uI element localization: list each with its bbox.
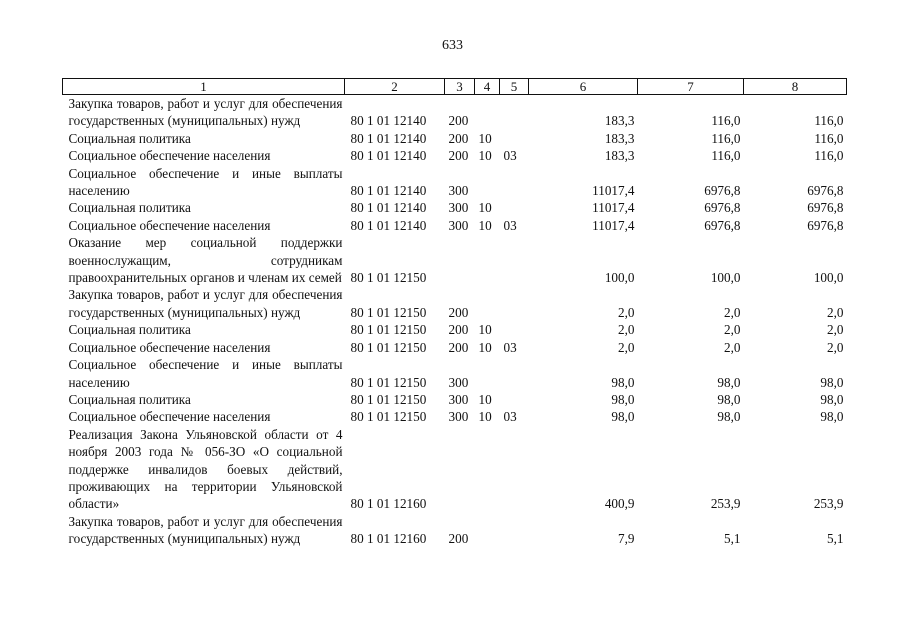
section-code: 10 (478, 200, 492, 216)
expense-type-code: 300 (448, 374, 469, 390)
expense-type-code: 300 (448, 409, 469, 425)
column-header-7: 7 (638, 79, 744, 95)
page-number: 633 (442, 38, 463, 53)
amount-column-8: 6976,8 (807, 183, 844, 199)
column-header-2: 2 (345, 79, 445, 95)
section-code: 10 (478, 148, 492, 164)
section-code (475, 426, 500, 513)
subsection-code: 03 (503, 409, 517, 425)
amount-column-8: 2,0 (827, 322, 844, 338)
expense-type-code: 300 (448, 200, 469, 216)
target-article-code: 80 1 01 12140 (350, 183, 427, 199)
amount-column-6: 98,0 (611, 391, 635, 407)
section-code: 10 (478, 391, 492, 407)
target-article-code: 80 1 01 12150 (350, 339, 427, 355)
amount-column-6: 100,0 (604, 270, 635, 286)
table-row (63, 217, 847, 234)
expense-type-code: 200 (448, 304, 469, 320)
expense-type-code: 200 (448, 339, 469, 355)
expense-type-code (445, 426, 475, 513)
table-row (63, 286, 847, 321)
expense-type-code: 200 (448, 148, 469, 164)
expense-type-code: 300 (448, 391, 469, 407)
target-article-code: 80 1 01 12140 (350, 200, 427, 216)
item-name: Реализация Закона Ульяновской области от 4 ноября 2003 года № 056-ЗО «О социальной поддержке инвалидов боевых действий, проживающих на территории Ульяновской области» (68, 426, 343, 512)
target-article-code: 80 1 01 12140 (350, 217, 427, 233)
expense-type-code: 300 (448, 183, 469, 199)
table-header (63, 79, 847, 95)
subsection-code (500, 286, 529, 321)
column-header-8: 8 (744, 79, 847, 95)
table-row (63, 321, 847, 338)
table-body (63, 95, 847, 548)
item-name: Социальное обеспечение населения (68, 217, 271, 233)
amount-column-8: 6976,8 (807, 200, 844, 216)
amount-column-6: 11017,4 (592, 200, 635, 216)
subsection-code (500, 391, 529, 408)
section-code (475, 95, 500, 130)
amount-column-7: 253,9 (710, 496, 741, 512)
item-name: Социальная политика (68, 322, 191, 338)
amount-column-6: 183,3 (604, 148, 635, 164)
section-code: 10 (478, 322, 492, 338)
amount-column-7: 98,0 (717, 409, 741, 425)
expense-type-code: 200 (448, 113, 469, 129)
item-name: Закупка товаров, работ и услуг для обеспечения государственных (муниципальных) нужд (68, 96, 343, 129)
table-row (63, 408, 847, 425)
subsection-code (500, 321, 529, 338)
column-header-4: 4 (475, 79, 500, 95)
table-row (63, 426, 847, 513)
amount-column-8: 116,0 (814, 148, 844, 164)
target-article-code: 80 1 01 12150 (350, 391, 427, 407)
table-row (63, 130, 847, 147)
amount-column-8: 2,0 (827, 304, 844, 320)
amount-column-7: 6976,8 (704, 183, 741, 199)
target-article-code: 80 1 01 12140 (350, 113, 427, 129)
amount-column-6: 2,0 (618, 339, 635, 355)
amount-column-7: 116,0 (711, 130, 741, 146)
table-row (63, 391, 847, 408)
table-row (63, 199, 847, 216)
column-header-5: 5 (500, 79, 529, 95)
expense-type-code: 200 (448, 531, 469, 547)
subsection-code (500, 426, 529, 513)
item-name: Закупка товаров, работ и услуг для обеспечения государственных (муниципальных) нужд (68, 513, 343, 547)
amount-column-8: 5,1 (827, 531, 844, 547)
item-name: Социальное обеспечение населения (68, 148, 271, 164)
amount-column-6: 98,0 (611, 374, 635, 390)
item-name: Социальное обеспечение и иные выплаты населению (68, 357, 343, 390)
budget-table (62, 78, 847, 548)
table-row (63, 356, 847, 391)
amount-column-6: 2,0 (618, 322, 635, 338)
amount-column-7: 2,0 (724, 339, 741, 355)
item-name: Социальная политика (68, 391, 191, 407)
item-name: Социальное обеспечение и иные выплаты населению (68, 165, 343, 199)
amount-column-7: 98,0 (717, 374, 741, 390)
amount-column-8: 2,0 (827, 339, 844, 355)
amount-column-6: 2,0 (618, 304, 635, 320)
target-article-code: 80 1 01 12140 (350, 148, 427, 164)
amount-column-6: 400,9 (604, 496, 635, 512)
subsection-code: 03 (503, 339, 517, 355)
amount-column-7: 116,0 (711, 113, 741, 129)
table-row (63, 234, 847, 286)
item-name: Социальная политика (68, 130, 191, 146)
amount-column-8: 6976,8 (807, 217, 844, 233)
table-row (63, 95, 847, 130)
subsection-code (500, 234, 529, 286)
item-name: Закупка товаров, работ и услуг для обеспечения государственных (муниципальных) нужд (68, 287, 343, 320)
table-row (63, 165, 847, 200)
subsection-code (500, 513, 529, 548)
target-article-code: 80 1 01 12160 (350, 496, 427, 512)
amount-column-7: 6976,8 (704, 200, 741, 216)
amount-column-6: 11017,4 (592, 183, 635, 199)
header-row (63, 79, 847, 95)
amount-column-6: 11017,4 (592, 217, 635, 233)
subsection-code (500, 95, 529, 130)
item-name: Социальное обеспечение населения (68, 409, 271, 425)
target-article-code: 80 1 01 12150 (350, 322, 427, 338)
target-article-code: 80 1 01 12140 (350, 130, 427, 146)
column-header-6: 6 (529, 79, 638, 95)
section-code (475, 513, 500, 548)
amount-column-7: 2,0 (724, 304, 741, 320)
target-article-code: 80 1 01 12150 (350, 409, 427, 425)
amount-column-8: 98,0 (820, 374, 844, 390)
amount-column-7: 98,0 (717, 391, 741, 407)
expense-type-code: 200 (448, 322, 469, 338)
target-article-code: 80 1 01 12150 (350, 270, 427, 286)
section-code: 10 (478, 339, 492, 355)
section-code: 10 (478, 130, 492, 146)
expense-type-code: 300 (448, 217, 469, 233)
table-row (63, 339, 847, 356)
amount-column-7: 116,0 (711, 148, 741, 164)
amount-column-7: 5,1 (724, 531, 741, 547)
amount-column-6: 183,3 (604, 113, 635, 129)
target-article-code: 80 1 01 12160 (350, 531, 427, 547)
section-code (475, 165, 500, 200)
amount-column-8: 253,9 (813, 496, 844, 512)
table-row (63, 147, 847, 164)
amount-column-8: 116,0 (814, 113, 844, 129)
expense-type-code (445, 234, 475, 286)
column-header-1: 1 (63, 79, 345, 95)
section-code (475, 286, 500, 321)
target-article-code: 80 1 01 12150 (350, 374, 427, 390)
subsection-code: 03 (503, 217, 517, 233)
subsection-code (500, 199, 529, 216)
amount-column-6: 98,0 (611, 409, 635, 425)
section-code (475, 356, 500, 391)
amount-column-8: 98,0 (820, 391, 844, 407)
column-header-3: 3 (445, 79, 475, 95)
table-row (63, 513, 847, 548)
amount-column-6: 7,9 (618, 531, 635, 547)
target-article-code: 80 1 01 12150 (350, 304, 427, 320)
item-name: Оказание мер социальной поддержки военнослужащим, сотрудникам правоохранительных органов и членам их семей (68, 235, 343, 286)
amount-column-7: 6976,8 (704, 217, 741, 233)
expense-type-code: 200 (448, 130, 469, 146)
item-name: Социальная политика (68, 200, 191, 216)
section-code: 10 (478, 217, 492, 233)
section-code: 10 (478, 409, 492, 425)
amount-column-6: 183,3 (604, 130, 635, 146)
amount-column-8: 116,0 (814, 130, 844, 146)
amount-column-7: 100,0 (710, 270, 741, 286)
subsection-code (500, 356, 529, 391)
amount-column-7: 2,0 (724, 322, 741, 338)
amount-column-8: 98,0 (820, 409, 844, 425)
item-name: Социальное обеспечение населения (68, 339, 271, 355)
subsection-code: 03 (503, 148, 517, 164)
section-code (475, 234, 500, 286)
subsection-code (500, 130, 529, 147)
amount-column-8: 100,0 (813, 270, 844, 286)
subsection-code (500, 165, 529, 200)
